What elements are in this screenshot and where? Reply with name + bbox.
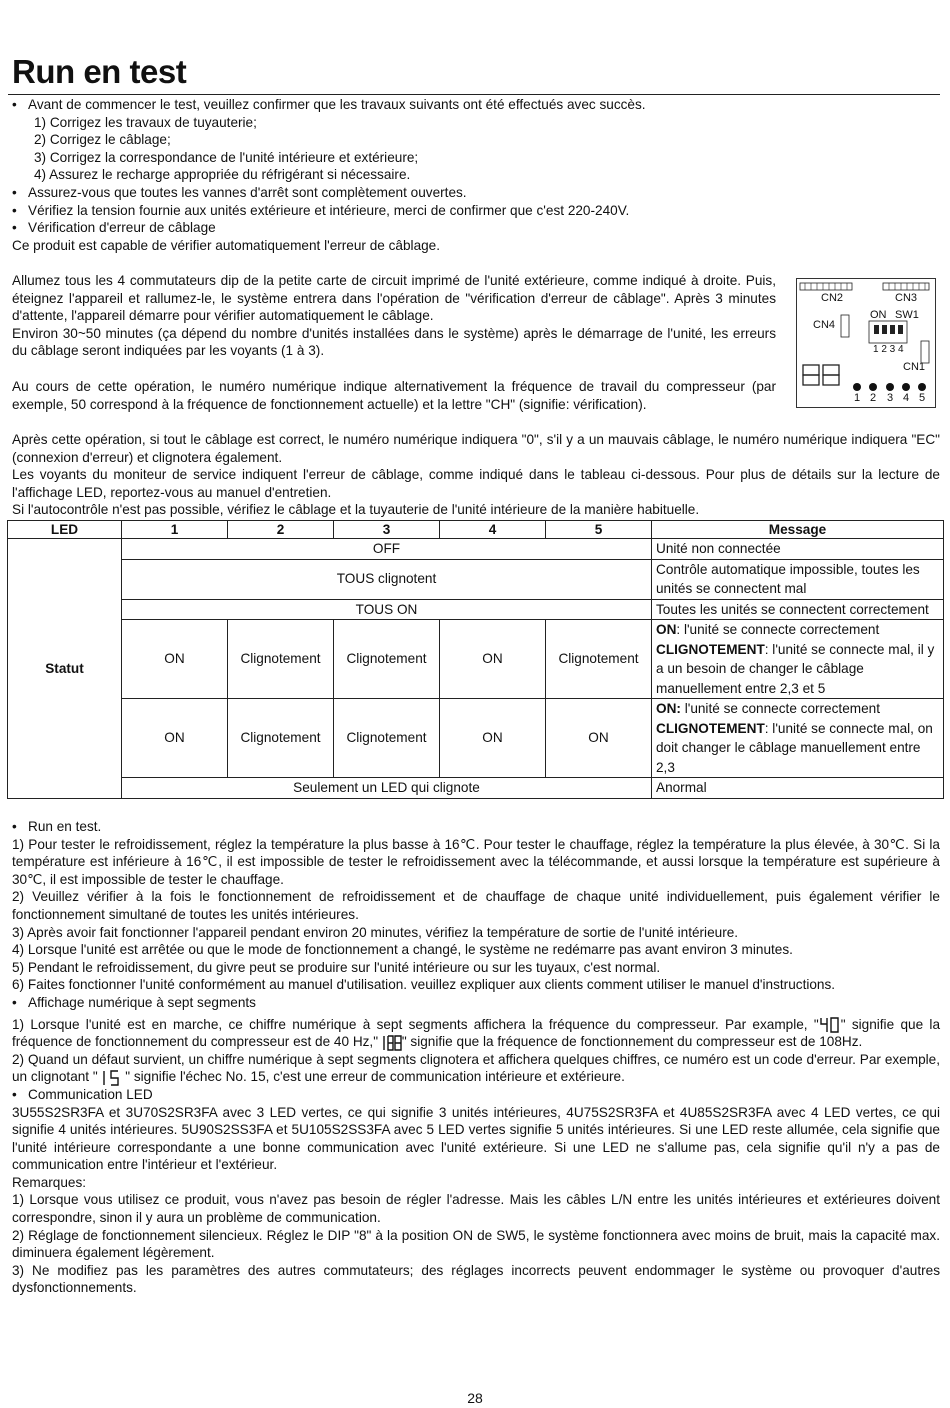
table-row [8, 539, 944, 560]
remarks-heading: Remarques: [12, 1174, 87, 1190]
cell-r4-4: ON [440, 620, 546, 699]
header-1: 1 [122, 521, 228, 539]
seg-paragraph-1 [12, 1016, 940, 1051]
table-row [8, 599, 944, 620]
cell-all-blink-message: Contrôle automatique impossible, toutes les unités se connectent mal [652, 559, 944, 599]
header-2: 2 [228, 521, 334, 539]
wiring-paragraph-5: Les voyants du moniteur de service indiquent l'erreur de câblage, comme indiqué dans le tableau ci-dessous. Pour plus de détails sur la lecture de l'affichage LED, reportez-vous au manuel d'entretien. [12, 467, 940, 500]
table-header-row [8, 521, 944, 539]
led-4 [902, 383, 910, 391]
cell-r5-4: ON [440, 699, 546, 778]
run-step-3: 3) Après avoir fait fonctionner l'appareil pendant environ 20 minutes, vérifiez la température de sortie de l'unité intérieure. [12, 924, 739, 940]
cell-all-blink: TOUS clignotent [122, 559, 652, 599]
comm-paragraph: 3U55S2SR3FA et 3U70S2SR3FA avec 3 LED vertes, ce qui signifie 3 unités intérieures, 4U75S2SR3FA et 4U85S2SR3FA avec 4 LED vertes, ce qui signifie 4 unités intérieures. 5U90S2SS3FA et 5U105S2SS3FA avec 5 LED vertes signifie 5 unités intérieures. Si une LED reste allumée, cela signifie que l'unité intérieure correspondante a une bonne communication avec l'unité extérieure. Si une LED ne s'allume pas, cela signifie qu'il n'y a pas de communication entre l'intérieur et l'extérieur. [12, 1104, 940, 1173]
header-led: LED [8, 521, 122, 539]
page-title: Run en test [12, 53, 187, 90]
pcb-figure [796, 278, 936, 408]
dip-numbers: 1 2 3 4 [873, 344, 904, 355]
seg-text-1b: " signifie que la fréquence de fonctionnement du compresseur est de 40 Hz," [12, 1016, 941, 1050]
led-3 [886, 383, 894, 391]
run-test-section [12, 818, 940, 1297]
cell-r4-5: Clignotement [546, 620, 652, 699]
intro-bullet-2: • Assurez-vous que toutes les vannes d'arrêt sont complètement ouvertes. [12, 184, 940, 202]
led-status-table [7, 520, 944, 799]
step-2: 2) Corrigez le câblage; [34, 132, 171, 148]
cell-off-message: Unité non connectée [652, 539, 944, 560]
r5-msg-b: : l'unité se connecte mal, on doit changer le câblage manuellement entre 2,3 [656, 720, 933, 775]
led-number-5: 5 [919, 392, 926, 404]
run-step-5: 5) Pendant le refroidissement, du givre peut se produire sur l'unité intérieure ou sur les tuyaux, c'est normal. [12, 959, 661, 975]
label-on: ON [870, 309, 887, 321]
wiring-paragraph-1: Allumez tous les 4 commutateurs dip de la petite carte de circuit imprimé de l'unité extérieure, comme indiqué à droite. Puis, éteignez l'appareil et rallumez-le, le système entrera dans l'opération de "vérification d'erreur de câblage". Après 3 minutes d'attente, l'appareil démarre pour vérifier automatiquement le câblage. [12, 273, 776, 324]
r5-msg-b-bold: CLIGNOTEMENT [656, 720, 765, 736]
wiring-paragraph-2: Environ 30~50 minutes (ça dépend du nombre d'unités installées dans le système) après le démarrage de l'unité, les erreurs du câblage seront indiquées par les voyants (1 à 3). [12, 325, 776, 359]
seg-text-2a: 2) Quand un défaut survient, un chiffre numérique à sept segments clignotera et affichera quelques chiffres, ce numéro est un code d'erreur. Par exemple, un clignotant " [12, 1051, 940, 1085]
header-3: 3 [334, 521, 440, 539]
wiring-paragraph-6: Si l'autocontrôle n'est pas possible, vérifiez le câblage et la tuyauterie de l'unité intérieure de la manière habituelle. [12, 502, 700, 518]
cell-all-on: TOUS ON [122, 599, 652, 620]
seg-text-2b: " signifie l'échec No. 15, c'est une erreur de communication intérieure et extérieure. [121, 1069, 625, 1085]
label-cn3: CN3 [895, 292, 918, 304]
table-row [8, 778, 944, 799]
cell-r5-3: Clignotement [334, 699, 440, 778]
step-4: 4) Assurez le recharge appropriée du réfrigérant si nécessaire. [34, 167, 411, 183]
remark-3: 3) Ne modifiez pas les paramètres des autres commutateurs; des réglages incorrects peuvent endommager le système ou provoquer d'autres dysfonctionnements. [12, 1262, 940, 1296]
run-step-2: 2) Veuillez vérifier à la fois le fonctionnement de refroidissement et de chauffage de chaque unité individuellement, puis également vérifier le fonctionnement simultané de toutes les unités intérieures. [12, 889, 940, 922]
seg-heading: • Affichage numérique à sept segments [12, 994, 940, 1012]
led-number-2: 2 [870, 392, 877, 404]
led-number-1: 1 [854, 392, 861, 404]
led-number-3: 3 [887, 392, 894, 404]
title-divider [8, 94, 940, 95]
r5-msg-a-bold: ON: [656, 701, 681, 716]
seven-seg-108-icon [382, 1035, 402, 1051]
intro-paragraph: Ce produit est capable de vérifier automatiquement l'erreur de câblage. [12, 237, 441, 253]
cell-r4-3: Clignotement [334, 620, 440, 699]
wiring-paragraph-4: Après cette opération, si tout le câblage est correct, le numéro numérique indiquera "0", s'il y a un mauvais câblage, le numéro numérique indiquera "EC" (connexion d'erreur) et clignotera également. [12, 432, 940, 465]
wiring-section [12, 272, 776, 360]
cell-one-led: Seulement un LED qui clignote [122, 778, 652, 799]
status-label: Statut [8, 539, 122, 799]
seg-paragraph-2 [12, 1051, 940, 1086]
cell-all-on-message: Toutes les unités se connectent correctement [652, 599, 944, 620]
table-row [8, 620, 944, 699]
wiring-paragraph-3: Au cours de cette opération, le numéro numérique indique alternativement la fréquence de travail du compresseur (par exemple, 50 correspond à la fréquence de fonctionnement actuelle) et la lettre "CH" (signifie: vérification). [12, 379, 776, 412]
wiring-section-3 [12, 431, 940, 519]
intro-bullet-1: • Avant de commencer le test, veuillez confirmer que les travaux suivants ont été effectués avec succès. [12, 96, 940, 114]
r5-msg-a: l'unité se connecte correctement [680, 701, 880, 716]
table-row [8, 559, 944, 599]
page-number: 28 [467, 1390, 483, 1406]
header-message: Message [652, 521, 944, 539]
remark-2: 2) Réglage de fonctionnement silencieux. Réglez le DIP "8" à la position ON de SW5, le système fonctionnera avec moins de bruit, mais la capacité max. diminuera également légèrement. [12, 1227, 940, 1261]
led-number-4: 4 [903, 392, 910, 404]
header-5: 5 [546, 521, 652, 539]
label-cn2: CN2 [821, 292, 844, 304]
wiring-section-2 [12, 378, 776, 413]
cell-off: OFF [122, 539, 652, 560]
step-3: 3) Corrigez la correspondance de l'unité intérieure et extérieure; [34, 149, 419, 165]
r4-msg-b-bold: CLIGNOTEMENT [656, 641, 765, 657]
step-1: 1) Corrigez les travaux de tuyauterie; [34, 114, 257, 130]
label-cn1: CN1 [903, 361, 926, 373]
comm-heading: • Communication LED [12, 1086, 940, 1104]
run-test-heading: • Run en test. [12, 818, 940, 836]
table-row [8, 699, 944, 778]
run-step-6: 6) Faites fonctionner l'unité conformément au manuel d'utilisation. veuillez expliquer aux clients comment utiliser le manuel d'instructions. [12, 977, 836, 993]
cell-r4-message [652, 620, 944, 699]
run-step-4: 4) Lorsque l'unité est arrêtée ou que le mode de fonctionnement a changé, le système ne redémarre pas avant environ 3 minutes. [12, 942, 793, 958]
remark-1: 1) Lorsque vous utilisez ce produit, vous n'avez pas besoin de régler l'adresse. Mais les câbles L/N entre les unités intérieures et extérieures doivent correspondre, sinon il y aura un problème de communication. [12, 1192, 940, 1226]
cell-r4-2: Clignotement [228, 620, 334, 699]
intro-bullet-4: • Vérification d'erreur de câblage [12, 219, 940, 237]
cell-r5-message [652, 699, 944, 778]
header-4: 4 [440, 521, 546, 539]
r4-msg-b: : l'unité se connecte mal, il y a un besoin de changer le câblage manuellement entre 2,3 et 5 [656, 641, 935, 696]
cell-r5-1: ON [122, 699, 228, 778]
cell-one-led-message: Anormal [652, 778, 944, 799]
seven-seg-40-icon [819, 1017, 841, 1033]
r4-msg-a: : l'unité se connecte correctement [676, 622, 880, 637]
intro-bullet-3: • Vérifiez la tension fournie aux unités extérieure et intérieure, merci de confirmer que c'est 220-240V. [12, 202, 940, 220]
cell-r5-2: Clignotement [228, 699, 334, 778]
label-sw1: SW1 [895, 309, 919, 321]
r4-msg-a-bold: ON [656, 622, 677, 637]
led-5 [918, 383, 926, 391]
run-step-1: 1) Pour tester le refroidissement, réglez la température la plus basse à 16℃. Pour tester le chauffage, réglez la température la plus élevée, à 30℃. Si la température est inférieure à 16℃, il est impossible de tester le refroidissement avec la télécommande, et aussi lorsque la température est supérieure à 30℃, il est impossible de tester le chauffage. [12, 836, 940, 887]
led-1 [853, 383, 861, 391]
led-2 [869, 383, 877, 391]
cell-r5-5: ON [546, 699, 652, 778]
seg-text-1a: 1) Lorsque l'unité est en marche, ce chiffre numérique à sept segments affichera la fréquence du compresseur. Par example, " [12, 1016, 819, 1032]
seven-seg-15-icon [101, 1070, 121, 1086]
cell-r4-1: ON [122, 620, 228, 699]
label-cn4: CN4 [813, 319, 836, 331]
intro-section [12, 96, 940, 254]
seg-text-1c: " signifie que la fréquence de fonctionnement du compresseur est de 108Hz. [401, 1034, 863, 1050]
